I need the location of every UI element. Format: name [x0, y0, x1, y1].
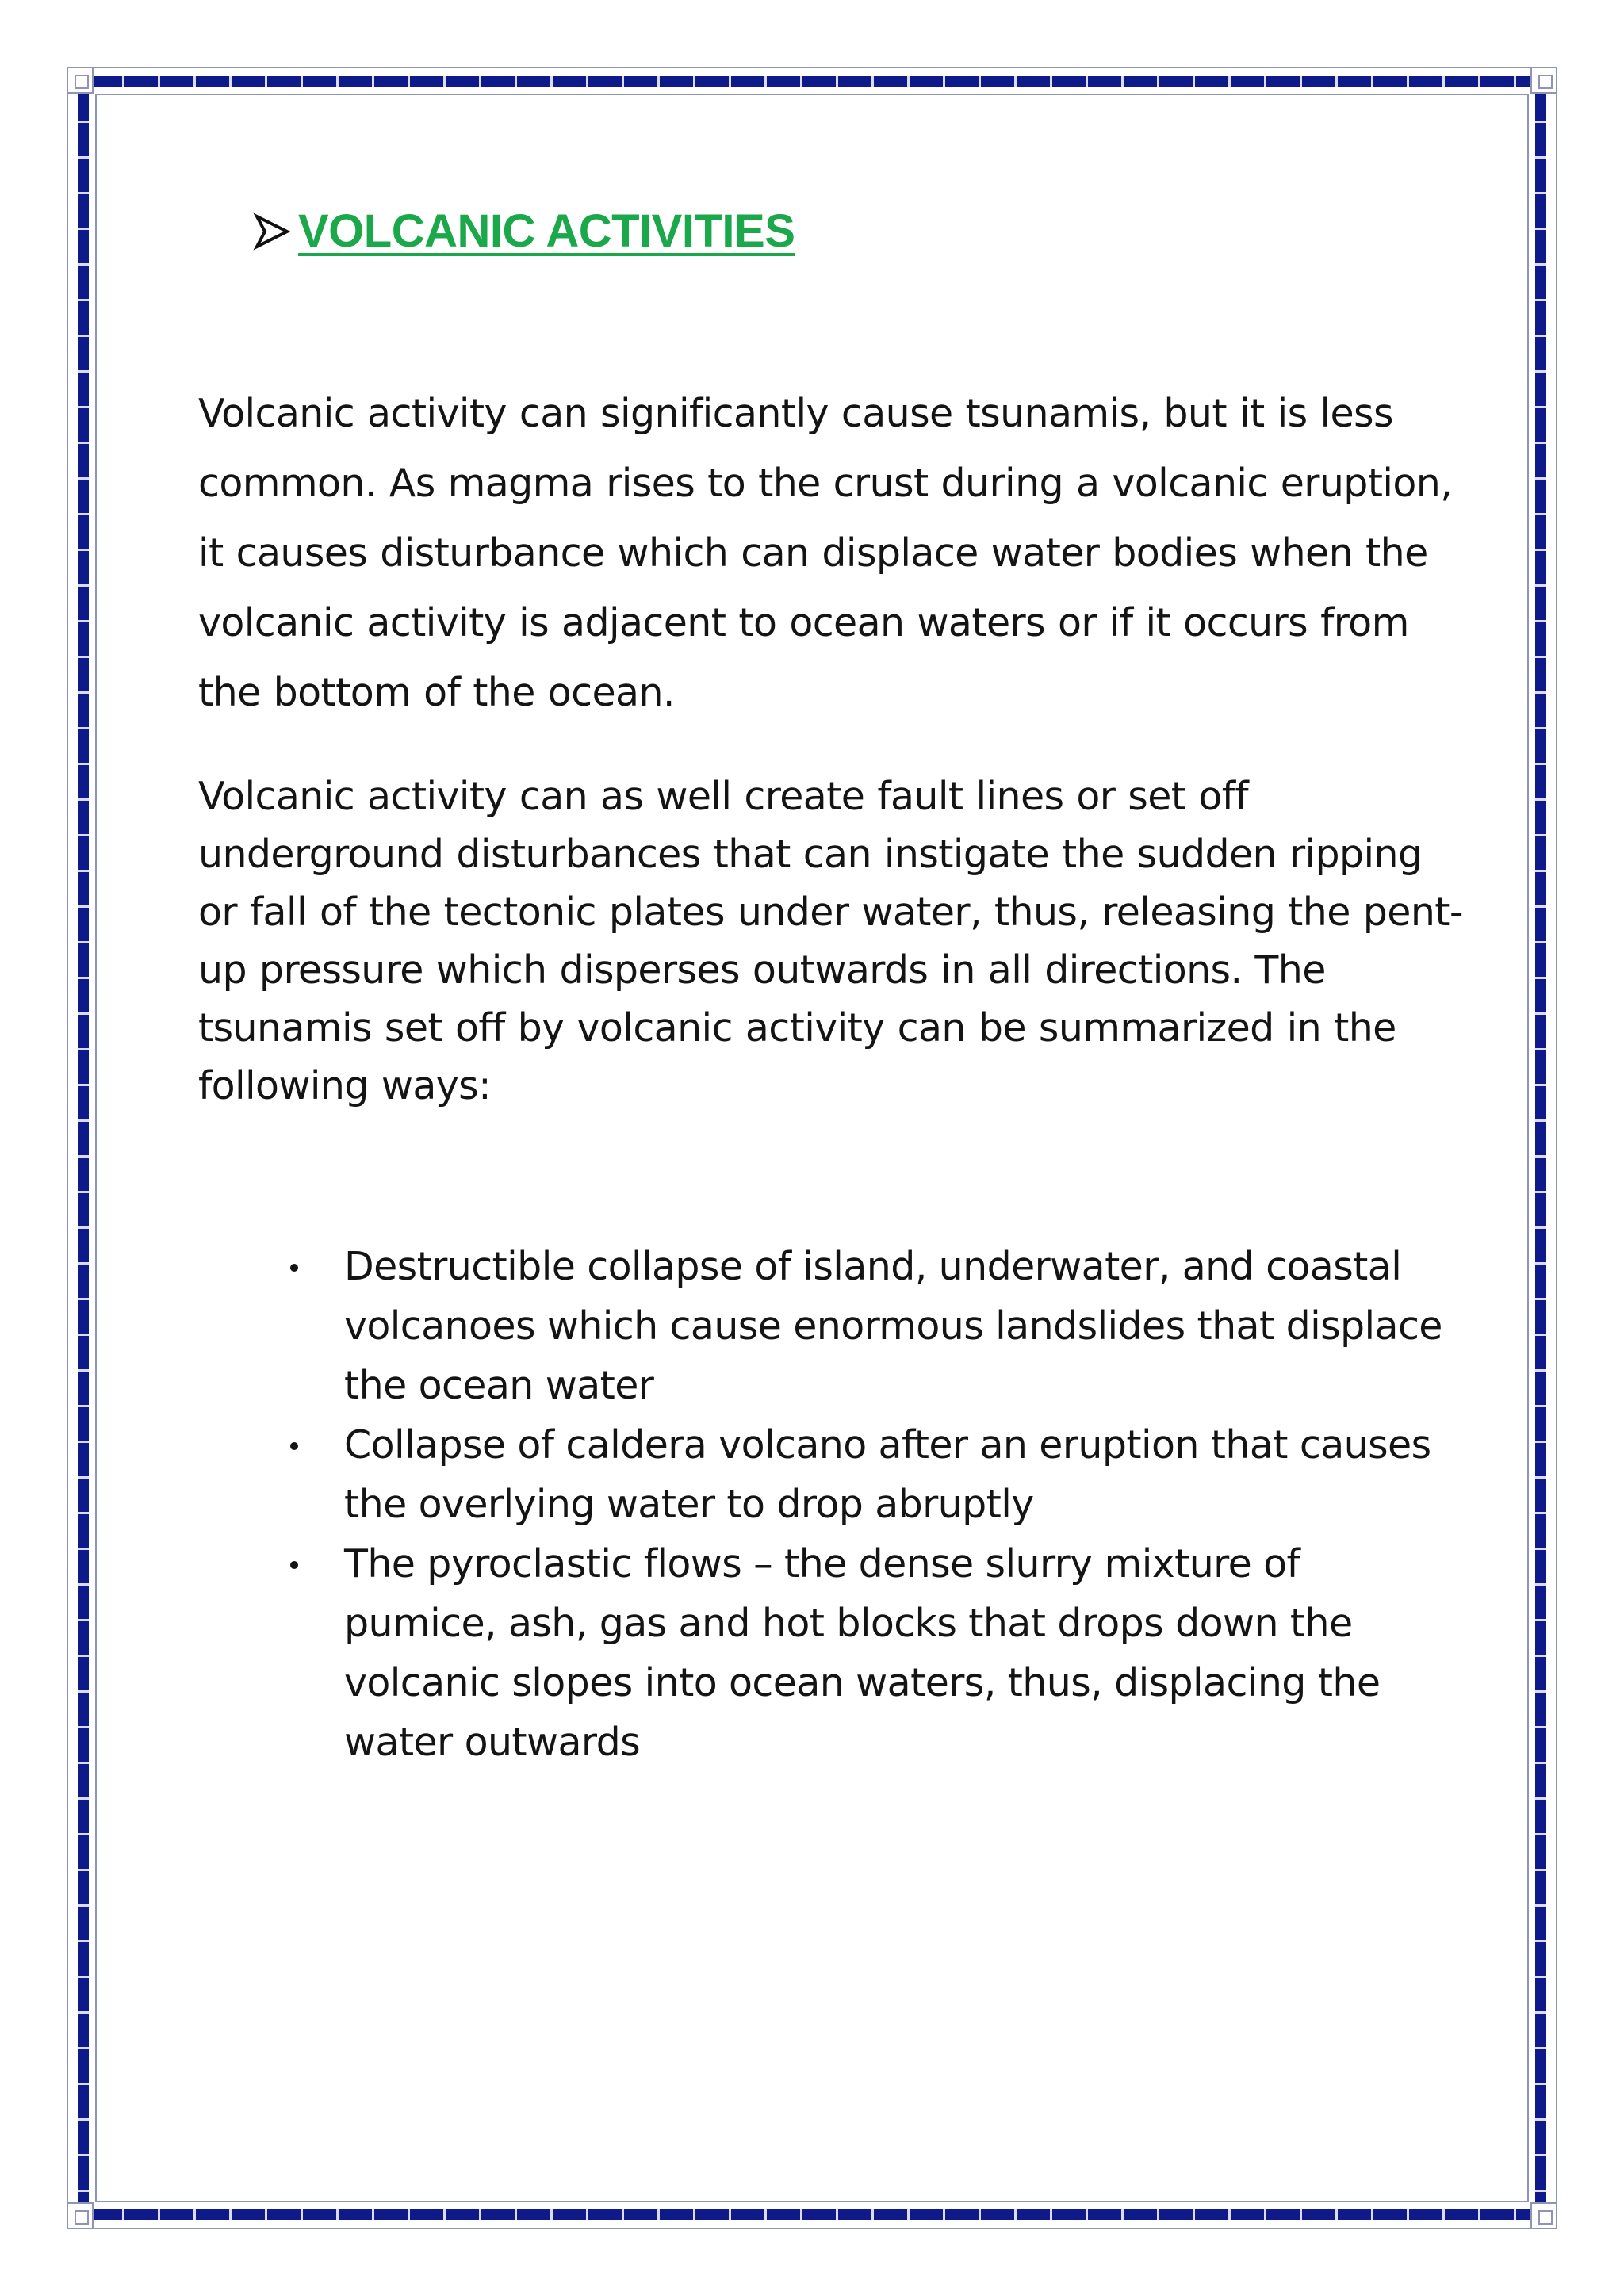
list-item [290, 1534, 1464, 1772]
list-item-text: Collapse of caldera volcano after an eruption that causes the overlying water to drop abruptly [344, 1422, 1431, 1527]
bullet-dot-icon [290, 1264, 298, 1272]
section-heading-row [252, 205, 795, 258]
bullet-dot-icon [290, 1561, 298, 1569]
corner-ornament-top-left [67, 67, 94, 94]
list-item [290, 1237, 1464, 1415]
paragraph-intro: Volcanic activity can significantly cause tsunamis, but it is less common. As magma rises to the crust during a volcanic eruption, it causes disturbance which can displace water bodies when the volcanic activity is adjacent to ocean waters or if it occurs from the bottom of the ocean. [198, 391, 1453, 715]
list-item-text: Destructible collapse of island, underwater, and coastal volcanoes which cause enormous landslides that displace the ocean water [344, 1244, 1442, 1408]
list-item [290, 1415, 1464, 1534]
list-item-text: The pyroclastic flows – the dense slurry mixture of pumice, ash, gas and hot blocks that drops down the volcanic slopes into ocean waters, thus, displacing the water outwards [344, 1541, 1381, 1765]
bullet-dot-icon [290, 1442, 298, 1450]
causes-list [290, 1237, 1464, 1772]
corner-ornament-bottom-left [67, 2202, 94, 2229]
section-heading: VOLCANIC ACTIVITIES [298, 205, 795, 257]
corner-ornament-bottom-right [1530, 2202, 1557, 2229]
corner-ornament-top-right [1530, 67, 1557, 94]
arrow-bullet-icon [252, 212, 292, 251]
paragraph-fault-lines: Volcanic activity can as well create fault lines or set off underground disturbances that can instigate the sudden ripping or fall of the tectonic plates under water, thus, releasing the pent-up pressure which disperses outwards in all directions. The tsunamis set off by volcanic activity can be summarized in the following ways: [198, 774, 1463, 1108]
